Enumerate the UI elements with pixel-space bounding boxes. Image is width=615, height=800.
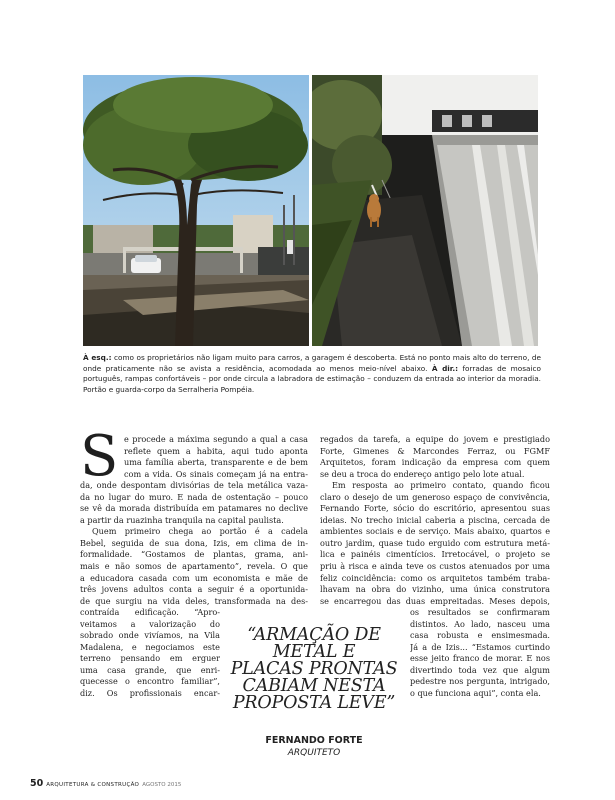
article-line: a educadora casada com um economista e mãe de: [80, 572, 308, 583]
article-line: Forte, Gimenes & Marcondes Ferraz, ou FGMF: [320, 445, 550, 456]
article-line: mais e não somos de apartamento”, revela. O que: [80, 561, 308, 572]
article-line: Quem primeiro chega ao portão é a cadela: [92, 526, 308, 537]
page-folio: [30, 778, 181, 789]
article-line: ambientes sociais e de serviço. Mais abaixo, quartos e: [320, 526, 550, 537]
article-line: se deu a troca do endereço antigo pelo lote atual.: [320, 468, 525, 479]
pull-quote-author: FERNANDO FORTE: [265, 735, 363, 746]
caption-left-text: como os proprietários não ligam muito para carros, a garagem é descoberta. Está no ponto mais alto do terreno, de onde praticamente não se avista a residência, acomodada ao menos meio-nível abaixo.: [83, 353, 541, 373]
photo-entrance-ramp: [312, 75, 538, 346]
article-line: Bebel, seguida de sua dona, Izis, em clima de in-: [80, 537, 308, 548]
article-line: Já a de Izis... “Estamos curtindo: [410, 641, 550, 652]
article-line: regados da tarefa, a equipe do jovem e prestigiado: [320, 434, 550, 444]
article-line: terreno pensando em erguer: [80, 653, 220, 664]
pull-quote-role: ARQUITETO: [287, 748, 341, 758]
article-line: veitamos a valorização do: [80, 618, 220, 629]
article-line: Em resposta ao primeiro contato, quando ficou: [332, 480, 550, 491]
entrance-ramp-image: [312, 75, 538, 346]
article-line: reflete quem a habita, aqui tudo aponta: [124, 445, 308, 456]
article-line: quecesse o encontro familiar”,: [80, 676, 220, 687]
article-line: uma família aberta, transparente e de bem: [124, 457, 308, 468]
pull-quote: [228, 627, 400, 712]
article-line: lhavam na obra do vizinho, uma única construtora: [320, 584, 550, 595]
article-line: outro jardim, quase tudo erguido com estrutura metá-: [320, 537, 550, 548]
article-line: uma casa grande, que enri-: [80, 664, 220, 675]
page-number: 50: [30, 778, 44, 789]
photo-garage-street: [83, 75, 309, 346]
article-line: Arquitetos, foram indicação da empresa com quem: [320, 457, 550, 468]
article-line: Fernando Forte, sócio do escritório, apresentou suas: [320, 503, 550, 514]
article-line: feliz coincidência: como os arquitetos também traba-: [320, 572, 550, 583]
article-line: distintos. Ao lado, nasceu uma: [410, 618, 550, 629]
pull-quote-line: CABIAM NESTA: [242, 676, 386, 696]
article-line: diz. Os profissionais encar-: [80, 688, 220, 699]
article-line: com a vida. Os sinais começam já na entra-: [124, 468, 308, 479]
article-line: casa robusta e ensimesmada.: [410, 630, 550, 641]
article-line: priu à risca e ainda teve os custos atenuados por uma: [320, 561, 550, 572]
drop-cap: S: [80, 424, 119, 489]
pull-quote-line: “ARMAÇÃO DE: [247, 625, 381, 645]
article-line: o que funciona aqui”, conta ela.: [410, 688, 541, 699]
article-line: da no lugar do muro. E nada de ostentação – pouco: [80, 491, 308, 502]
article-line: divertindo toda vez que algum: [410, 664, 550, 675]
article-line: se vê da morada distribuída em patamares no declive: [80, 503, 308, 514]
caption-left-label: À esq.:: [83, 353, 112, 362]
article-line: três jovens adultos conta a seguir é a oportunida-: [80, 584, 308, 595]
caption-right-label: À dir.:: [431, 363, 459, 373]
article-line: de que surgiu na vida deles, transformada na des-: [80, 595, 308, 606]
pull-quote-line: PROPOSTA LEVE”: [232, 693, 396, 713]
article-line: e procede a máxima segundo a qual a casa: [124, 434, 308, 444]
caption-right-text: forradas de mosaico português, rampas confortáveis – por onde circula a labradora de estimação – conduzem da entrada ao interior da moradia. Portão e guarda-corpo da Serralheria Pompéia.: [83, 363, 541, 394]
article-line: a partir da ruazinha tranquila na capital paulista.: [80, 514, 284, 525]
photo-caption: [83, 353, 541, 395]
article-line: claro o desejo de um generoso espaço de convivência,: [320, 491, 550, 502]
article-line: se encarregou das duas empreitadas. Meses depois,: [320, 595, 550, 606]
article-line: os resultados se confirmaram: [410, 607, 550, 618]
pull-quote-line: METAL E: [272, 642, 356, 662]
article-line: lica e painéis cimentícios. Irretocável, o projeto se: [320, 549, 550, 560]
article-line: Madalena, e negociamos este: [80, 641, 220, 652]
garage-street-image: [83, 75, 309, 346]
publication-name: ARQUITETURA & CONSTRUÇÃO: [46, 782, 140, 788]
article-line: sobrado onde vivíamos, na Vila: [80, 630, 220, 641]
issue-date: AGOSTO 2015: [142, 782, 182, 788]
article-line: da, onde despontam divisórias de tela metálica vaza-: [80, 480, 308, 491]
article-line: formalidade. “Gostamos de plantas, grama, ani-: [80, 549, 308, 560]
article-line: esse jeito franco de morar. E nos: [410, 653, 550, 664]
article-line: contraída edificação. “Apro-: [80, 607, 220, 618]
article-line: ideias. No trecho inicial caberia a piscina, cercada de: [320, 514, 550, 525]
article-line: pedestre nos pergunta, intrigado,: [410, 676, 550, 687]
pull-quote-line: PLACAS PRONTAS: [230, 659, 398, 679]
